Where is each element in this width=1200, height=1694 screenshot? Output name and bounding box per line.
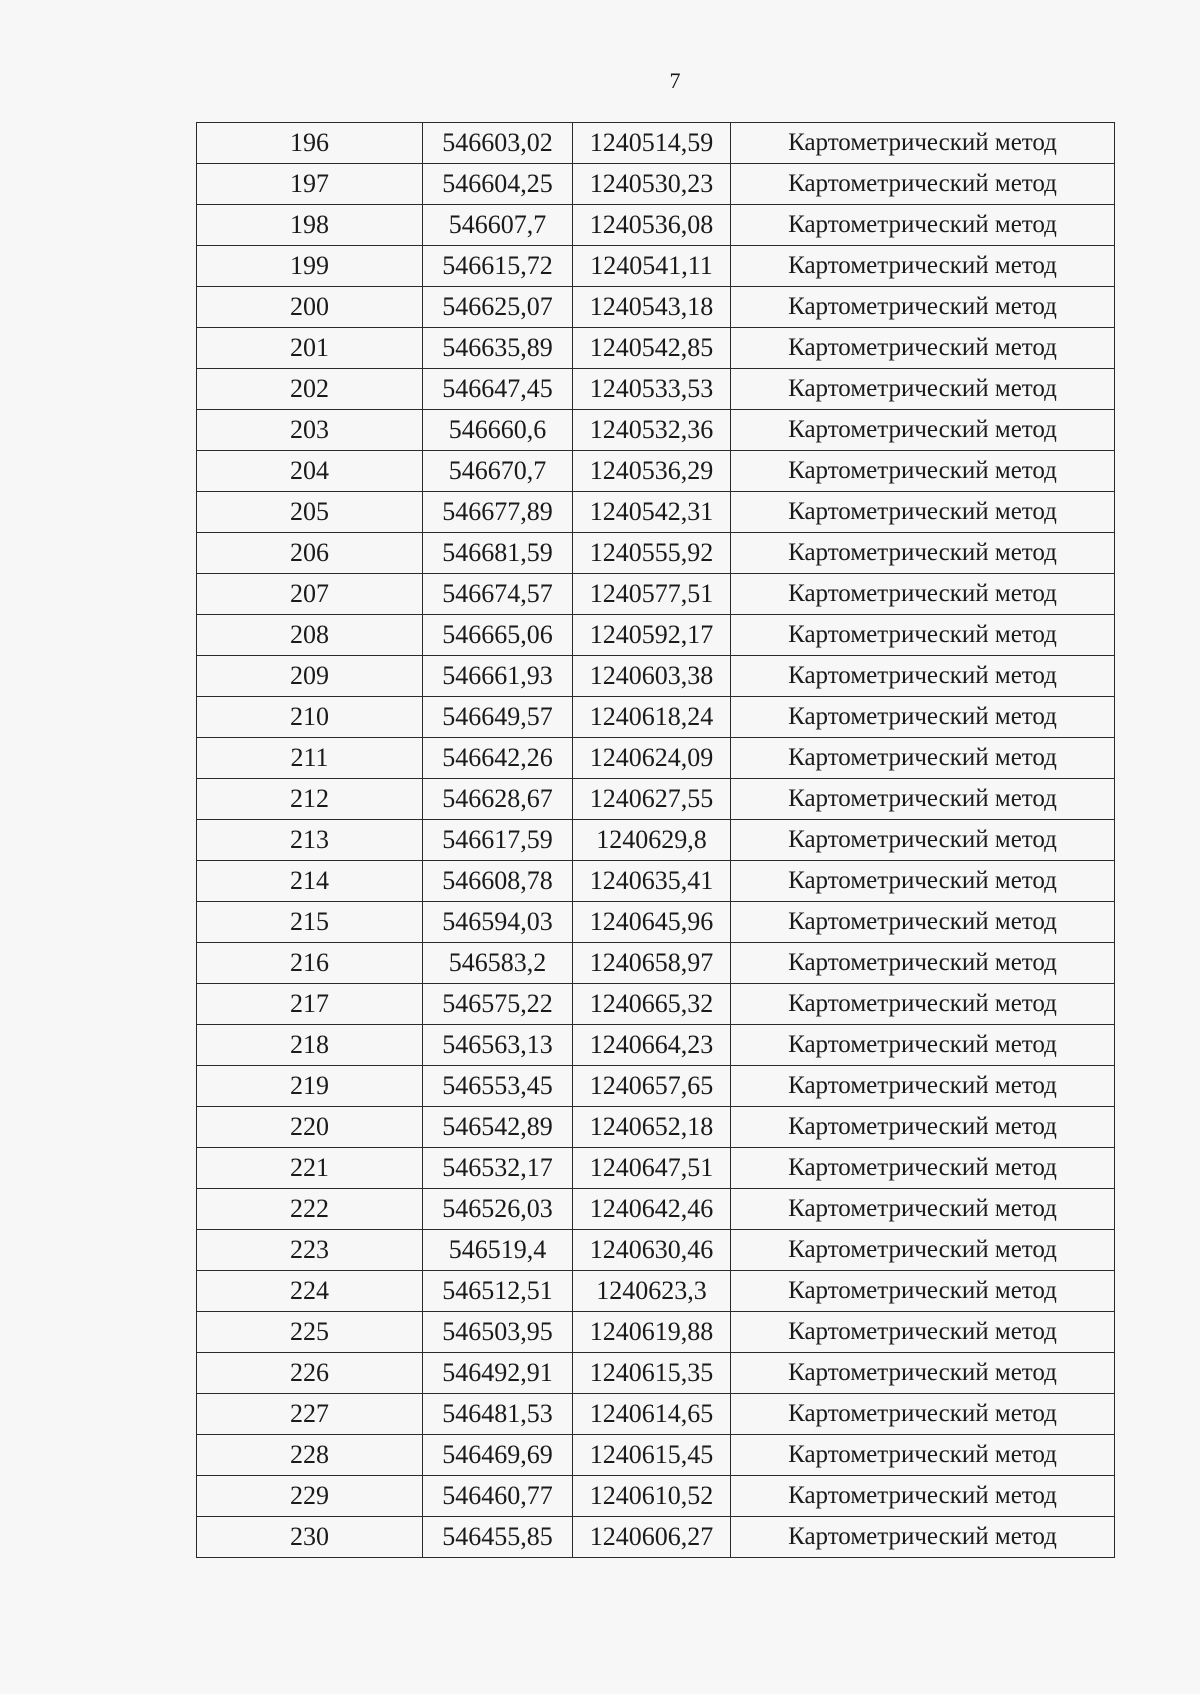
y-coordinate-cell: 1240615,45	[573, 1435, 731, 1476]
point-number-cell: 209	[197, 656, 423, 697]
point-number-cell: 200	[197, 287, 423, 328]
x-coordinate-cell: 546677,89	[423, 492, 573, 533]
x-coordinate-cell: 546553,45	[423, 1066, 573, 1107]
point-number-cell: 215	[197, 902, 423, 943]
point-number-cell: 207	[197, 574, 423, 615]
method-cell: Картометрический метод	[731, 1476, 1115, 1517]
point-number-cell: 204	[197, 451, 423, 492]
point-number-cell: 229	[197, 1476, 423, 1517]
point-number-cell: 213	[197, 820, 423, 861]
point-number-cell: 218	[197, 1025, 423, 1066]
y-coordinate-cell: 1240542,85	[573, 328, 731, 369]
x-coordinate-cell: 546617,59	[423, 820, 573, 861]
x-coordinate-cell: 546603,02	[423, 123, 573, 164]
y-coordinate-cell: 1240657,65	[573, 1066, 731, 1107]
x-coordinate-cell: 546635,89	[423, 328, 573, 369]
point-number-cell: 228	[197, 1435, 423, 1476]
method-cell: Картометрический метод	[731, 984, 1115, 1025]
table-row	[197, 328, 1115, 369]
point-number-cell: 224	[197, 1271, 423, 1312]
x-coordinate-cell: 546526,03	[423, 1189, 573, 1230]
point-number-cell: 216	[197, 943, 423, 984]
method-cell: Картометрический метод	[731, 1107, 1115, 1148]
table-row	[197, 1107, 1115, 1148]
table-row	[197, 1312, 1115, 1353]
method-cell: Картометрический метод	[731, 451, 1115, 492]
method-cell: Картометрический метод	[731, 697, 1115, 738]
y-coordinate-cell: 1240541,11	[573, 246, 731, 287]
point-number-cell: 212	[197, 779, 423, 820]
method-cell: Картометрический метод	[731, 820, 1115, 861]
y-coordinate-cell: 1240642,46	[573, 1189, 731, 1230]
point-number-cell: 197	[197, 164, 423, 205]
x-coordinate-cell: 546542,89	[423, 1107, 573, 1148]
x-coordinate-cell: 546481,53	[423, 1394, 573, 1435]
table-row	[197, 1394, 1115, 1435]
x-coordinate-cell: 546469,69	[423, 1435, 573, 1476]
y-coordinate-cell: 1240606,27	[573, 1517, 731, 1558]
table-row	[197, 1148, 1115, 1189]
y-coordinate-cell: 1240658,97	[573, 943, 731, 984]
y-coordinate-cell: 1240635,41	[573, 861, 731, 902]
table-row	[197, 246, 1115, 287]
page-number: 7	[669, 68, 681, 93]
y-coordinate-cell: 1240665,32	[573, 984, 731, 1025]
y-coordinate-cell: 1240577,51	[573, 574, 731, 615]
point-number-cell: 227	[197, 1394, 423, 1435]
x-coordinate-cell: 546615,72	[423, 246, 573, 287]
table-row	[197, 287, 1115, 328]
table-row	[197, 123, 1115, 164]
method-cell: Картометрический метод	[731, 1394, 1115, 1435]
method-cell: Картометрический метод	[731, 1353, 1115, 1394]
y-coordinate-cell: 1240530,23	[573, 164, 731, 205]
x-coordinate-cell: 546594,03	[423, 902, 573, 943]
point-number-cell: 210	[197, 697, 423, 738]
method-cell: Картометрический метод	[731, 533, 1115, 574]
x-coordinate-cell: 546642,26	[423, 738, 573, 779]
table-row	[197, 574, 1115, 615]
table-row	[197, 1025, 1115, 1066]
x-coordinate-cell: 546563,13	[423, 1025, 573, 1066]
table-row	[197, 943, 1115, 984]
method-cell: Картометрический метод	[731, 1066, 1115, 1107]
table-row	[197, 533, 1115, 574]
table-row	[197, 369, 1115, 410]
y-coordinate-cell: 1240630,46	[573, 1230, 731, 1271]
x-coordinate-cell: 546647,45	[423, 369, 573, 410]
table-row	[197, 656, 1115, 697]
x-coordinate-cell: 546660,6	[423, 410, 573, 451]
x-coordinate-cell: 546607,7	[423, 205, 573, 246]
table-row	[197, 615, 1115, 656]
y-coordinate-cell: 1240610,52	[573, 1476, 731, 1517]
x-coordinate-cell: 546503,95	[423, 1312, 573, 1353]
x-coordinate-cell: 546583,2	[423, 943, 573, 984]
method-cell: Картометрический метод	[731, 328, 1115, 369]
table-row	[197, 984, 1115, 1025]
table-row	[197, 1517, 1115, 1558]
x-coordinate-cell: 546519,4	[423, 1230, 573, 1271]
y-coordinate-cell: 1240603,38	[573, 656, 731, 697]
method-cell: Картометрический метод	[731, 1435, 1115, 1476]
point-number-cell: 222	[197, 1189, 423, 1230]
point-number-cell: 225	[197, 1312, 423, 1353]
point-number-cell: 208	[197, 615, 423, 656]
coordinates-table	[196, 122, 1115, 1558]
x-coordinate-cell: 546492,91	[423, 1353, 573, 1394]
point-number-cell: 226	[197, 1353, 423, 1394]
method-cell: Картометрический метод	[731, 164, 1115, 205]
method-cell: Картометрический метод	[731, 1025, 1115, 1066]
y-coordinate-cell: 1240536,29	[573, 451, 731, 492]
x-coordinate-cell: 546608,78	[423, 861, 573, 902]
method-cell: Картометрический метод	[731, 943, 1115, 984]
method-cell: Картометрический метод	[731, 369, 1115, 410]
point-number-cell: 219	[197, 1066, 423, 1107]
y-coordinate-cell: 1240514,59	[573, 123, 731, 164]
table-row	[197, 1353, 1115, 1394]
method-cell: Картометрический метод	[731, 1189, 1115, 1230]
method-cell: Картометрический метод	[731, 1148, 1115, 1189]
y-coordinate-cell: 1240532,36	[573, 410, 731, 451]
table-row	[197, 902, 1115, 943]
table-row	[197, 1476, 1115, 1517]
y-coordinate-cell: 1240542,31	[573, 492, 731, 533]
y-coordinate-cell: 1240627,55	[573, 779, 731, 820]
method-cell: Картометрический метод	[731, 574, 1115, 615]
point-number-cell: 217	[197, 984, 423, 1025]
y-coordinate-cell: 1240536,08	[573, 205, 731, 246]
x-coordinate-cell: 546460,77	[423, 1476, 573, 1517]
table-row	[197, 1435, 1115, 1476]
method-cell: Картометрический метод	[731, 123, 1115, 164]
table-row	[197, 1066, 1115, 1107]
table-row	[197, 779, 1115, 820]
point-number-cell: 203	[197, 410, 423, 451]
y-coordinate-cell: 1240619,88	[573, 1312, 731, 1353]
method-cell: Картометрический метод	[731, 1271, 1115, 1312]
table-row	[197, 451, 1115, 492]
method-cell: Картометрический метод	[731, 861, 1115, 902]
table-row	[197, 492, 1115, 533]
method-cell: Картометрический метод	[731, 738, 1115, 779]
point-number-cell: 214	[197, 861, 423, 902]
method-cell: Картометрический метод	[731, 410, 1115, 451]
method-cell: Картометрический метод	[731, 656, 1115, 697]
x-coordinate-cell: 546628,67	[423, 779, 573, 820]
point-number-cell: 206	[197, 533, 423, 574]
y-coordinate-cell: 1240543,18	[573, 287, 731, 328]
table-row	[197, 205, 1115, 246]
point-number-cell: 205	[197, 492, 423, 533]
y-coordinate-cell: 1240629,8	[573, 820, 731, 861]
x-coordinate-cell: 546681,59	[423, 533, 573, 574]
method-cell: Картометрический метод	[731, 1517, 1115, 1558]
point-number-cell: 221	[197, 1148, 423, 1189]
method-cell: Картометрический метод	[731, 246, 1115, 287]
x-coordinate-cell: 546604,25	[423, 164, 573, 205]
point-number-cell: 220	[197, 1107, 423, 1148]
point-number-cell: 211	[197, 738, 423, 779]
table-row	[197, 738, 1115, 779]
x-coordinate-cell: 546532,17	[423, 1148, 573, 1189]
y-coordinate-cell: 1240647,51	[573, 1148, 731, 1189]
y-coordinate-cell: 1240533,53	[573, 369, 731, 410]
point-number-cell: 201	[197, 328, 423, 369]
table-row	[197, 1189, 1115, 1230]
table-row	[197, 410, 1115, 451]
point-number-cell: 230	[197, 1517, 423, 1558]
point-number-cell: 196	[197, 123, 423, 164]
method-cell: Картометрический метод	[731, 779, 1115, 820]
point-number-cell: 198	[197, 205, 423, 246]
x-coordinate-cell: 546665,06	[423, 615, 573, 656]
y-coordinate-cell: 1240645,96	[573, 902, 731, 943]
table-row	[197, 1230, 1115, 1271]
y-coordinate-cell: 1240592,17	[573, 615, 731, 656]
y-coordinate-cell: 1240623,3	[573, 1271, 731, 1312]
table-row	[197, 697, 1115, 738]
y-coordinate-cell: 1240618,24	[573, 697, 731, 738]
method-cell: Картометрический метод	[731, 492, 1115, 533]
method-cell: Картометрический метод	[731, 205, 1115, 246]
coordinates-table-body	[197, 123, 1115, 1558]
method-cell: Картометрический метод	[731, 1312, 1115, 1353]
y-coordinate-cell: 1240614,65	[573, 1394, 731, 1435]
point-number-cell: 223	[197, 1230, 423, 1271]
x-coordinate-cell: 546649,57	[423, 697, 573, 738]
y-coordinate-cell: 1240652,18	[573, 1107, 731, 1148]
point-number-cell: 199	[197, 246, 423, 287]
table-row	[197, 861, 1115, 902]
x-coordinate-cell: 546575,22	[423, 984, 573, 1025]
x-coordinate-cell: 546455,85	[423, 1517, 573, 1558]
x-coordinate-cell: 546661,93	[423, 656, 573, 697]
y-coordinate-cell: 1240555,92	[573, 533, 731, 574]
x-coordinate-cell: 546512,51	[423, 1271, 573, 1312]
method-cell: Картометрический метод	[731, 1230, 1115, 1271]
table-row	[197, 820, 1115, 861]
y-coordinate-cell: 1240615,35	[573, 1353, 731, 1394]
method-cell: Картометрический метод	[731, 615, 1115, 656]
y-coordinate-cell: 1240624,09	[573, 738, 731, 779]
x-coordinate-cell: 546625,07	[423, 287, 573, 328]
table-row	[197, 164, 1115, 205]
method-cell: Картометрический метод	[731, 287, 1115, 328]
x-coordinate-cell: 546674,57	[423, 574, 573, 615]
table-row	[197, 1271, 1115, 1312]
x-coordinate-cell: 546670,7	[423, 451, 573, 492]
point-number-cell: 202	[197, 369, 423, 410]
method-cell: Картометрический метод	[731, 902, 1115, 943]
y-coordinate-cell: 1240664,23	[573, 1025, 731, 1066]
